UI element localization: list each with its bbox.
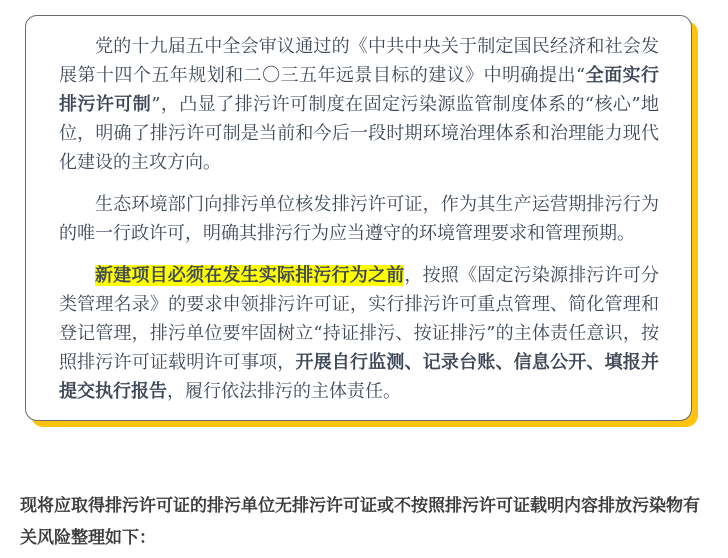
risk-intro-text: 现将应取得排污许可证的排污单位无排污许可证或不按照排污许可证载明内容排放污染物有关风险整理如下： [20, 496, 700, 548]
highlighted-emphasis-text: 新建项目必须在发生实际排污行为之前 [95, 265, 405, 286]
card-paragraph-3 [59, 261, 659, 406]
body-text-run: 党的十九届五中全会审议通过的《中共中央关于制定国民经济和社会发展第十四个五年规划和二〇三五年远景目标的建议》中明确提出“ [59, 36, 659, 86]
bold-emphasis-text: 开展自行监测、记录台账、信息公开、填报并提交执行报告 [59, 352, 659, 402]
bold-emphasis-text: 全面实行排污许可制 [59, 65, 660, 115]
body-text-run: 生态环境部门向排污单位核发排污许可证，作为其生产运营期排污行为的唯一行政许可，明确其排污行为应当遵守的环境管理要求和管理预期。 [59, 194, 659, 244]
card-paragraph-2 [59, 190, 659, 248]
body-text-run: ，按照《固定污染源排污许可分类管理名录》的要求申领排污许可证，实行排污许可重点管理、简化管理和登记管理，排污单位要牢固树立“持证排污、按证排污”的主体责任意识，按照排污许可证载明许可事项， [59, 265, 660, 373]
body-text-run: ，履行依法排污的主体责任。 [167, 381, 401, 402]
policy-callout-card [25, 15, 692, 421]
body-text-run: ”，凸显了排污许可制度在固定污染源监管制度体系的“核心”地位，明确了排污许可制是当前和今后一段时期环境治理体系和治理能力现代化建设的主攻方向。 [59, 94, 660, 173]
card-paragraph-1 [59, 32, 659, 177]
